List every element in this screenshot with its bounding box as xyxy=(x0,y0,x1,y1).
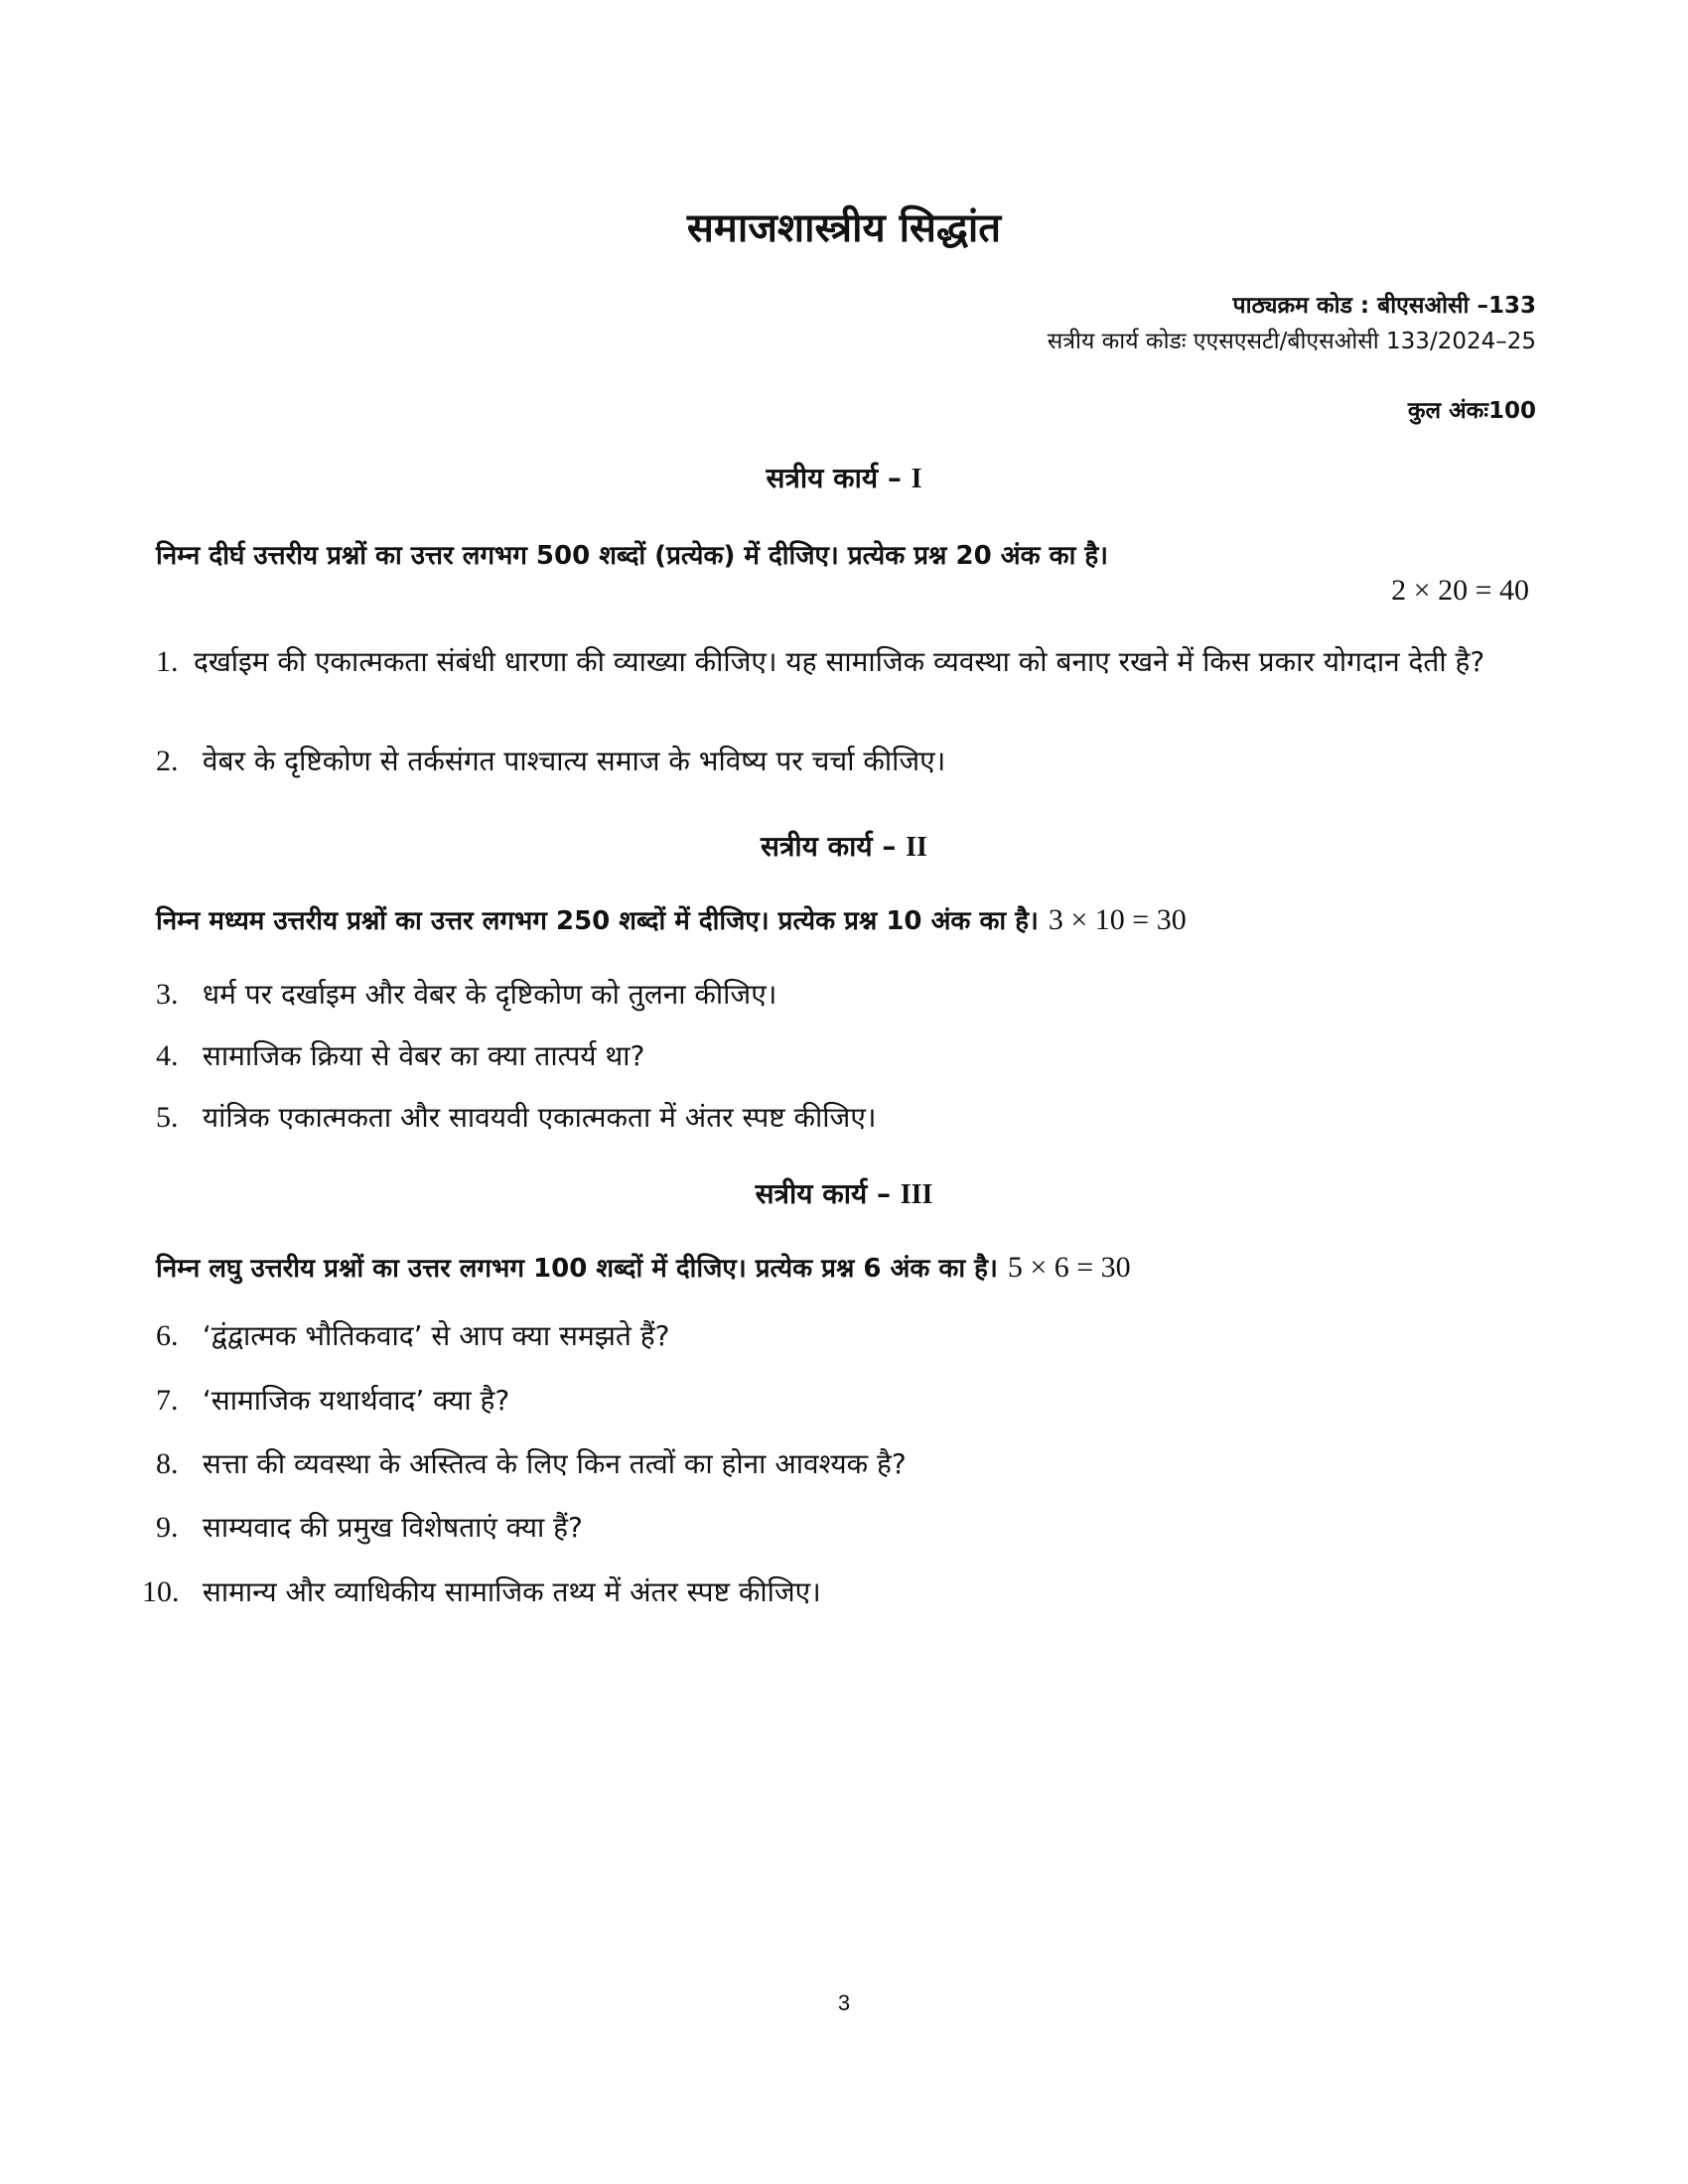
course-code: पाठ्यक्रम कोड : बीएसओसी –133 xyxy=(1232,293,1536,319)
question-text: सामाजिक क्रिया से वेबर का क्या तात्पर्य था? xyxy=(202,1039,645,1072)
question-5 xyxy=(156,1096,1546,1140)
question-text: यांत्रिक एकात्मकता और सावयवी एकात्मकता में अंतर स्पष्ट कीजिए। xyxy=(202,1101,877,1134)
question-6 xyxy=(156,1314,1546,1358)
question-number: 7. xyxy=(156,1384,179,1417)
section-heading-label: सत्रीय कार्य – xyxy=(766,462,902,494)
question-number: 8. xyxy=(156,1447,179,1480)
section-1-marks: 2 × 20 = 40 xyxy=(1391,574,1529,607)
section-roman-numeral: I xyxy=(911,464,922,494)
question-text: ‘द्वंद्वात्मक भौतिकवाद’ से आप क्या समझते हैं? xyxy=(202,1319,670,1352)
section-heading-3 xyxy=(0,1174,1688,1212)
question-1 xyxy=(156,640,1546,684)
question-number: 9. xyxy=(156,1511,179,1544)
question-text: वेबर के दृष्टिकोण से तर्कसंगत पाश्चात्य समाज के भविष्य पर चर्चा कीजिए। xyxy=(202,745,946,777)
section-roman-numeral: II xyxy=(906,832,927,863)
question-3 xyxy=(156,973,1546,1017)
section-heading-2 xyxy=(0,827,1688,865)
instruction-text: निम्न मध्यम उत्तरीय प्रश्नों का उत्तर लगभग 250 शब्दों में दीजिए। प्रत्येक प्रश्न 10 अंक का है। xyxy=(156,906,1039,936)
question-8 xyxy=(156,1442,1546,1486)
section-heading-label: सत्रीय कार्य – xyxy=(755,1177,891,1210)
section-heading-1 xyxy=(0,459,1688,496)
question-text: दर्खाइम की एकात्मकता संबंधी धारणा की व्याख्या कीजिए। यह सामाजिक व्यवस्था को बनाए रखने में किस प्रकार योगदान देती है? xyxy=(194,645,1485,678)
section-2-marks: 3 × 10 = 30 xyxy=(1048,903,1187,936)
page-number: 3 xyxy=(837,1990,851,2015)
question-number: 5. xyxy=(156,1101,179,1134)
question-9 xyxy=(156,1506,1546,1550)
question-text: साम्यवाद की प्रमुख विशेषताएं क्या हैं? xyxy=(202,1511,583,1544)
instruction-text: निम्न लघु उत्तरीय प्रश्नों का उत्तर लगभग 100 शब्दों में दीजिए। प्रत्येक प्रश्न 6 अंक का है। xyxy=(156,1254,998,1284)
question-text: सत्ता की व्यवस्था के अस्तित्व के लिए किन तत्वों का होना आवश्यक है? xyxy=(202,1447,907,1480)
page-title: समाजशास्त्रीय सिद्धांत xyxy=(686,205,1002,251)
section-roman-numeral: III xyxy=(900,1179,933,1210)
question-number: 6. xyxy=(156,1319,179,1352)
section-2-instruction xyxy=(156,901,1187,937)
question-2 xyxy=(156,740,1546,783)
section-1-instruction: निम्न दीर्घ उत्तरीय प्रश्नों का उत्तर लगभग 500 शब्दों (प्रत्येक) में दीजिए। प्रत्येक प्रश्न 20 अंक का है। xyxy=(156,541,1109,571)
assignment-code: सत्रीय कार्य कोडः एएसएसटी/बीएसओसी 133/2024–25 xyxy=(1047,329,1536,354)
section-3-instruction xyxy=(156,1249,1131,1285)
question-10 xyxy=(142,1570,1532,1614)
question-number: 10. xyxy=(142,1575,180,1608)
section-3-marks: 5 × 6 = 30 xyxy=(1007,1251,1131,1284)
question-text: सामान्य और व्याधिकीय सामाजिक तथ्य में अंतर स्पष्ट कीजिए। xyxy=(202,1575,821,1608)
question-number: 3. xyxy=(156,978,179,1011)
question-number: 1. xyxy=(156,645,179,678)
question-text: धर्म पर दर्खाइम और वेबर के दृष्टिकोण को तुलना कीजिए। xyxy=(202,978,777,1011)
question-text: ‘सामाजिक यथार्थवाद’ क्या है? xyxy=(202,1384,510,1417)
question-number: 4. xyxy=(156,1039,179,1072)
section-heading-label: सत्रीय कार्य – xyxy=(761,830,897,863)
total-marks: कुल अंकः100 xyxy=(1407,398,1536,424)
question-4 xyxy=(156,1034,1546,1078)
question-number: 2. xyxy=(156,745,179,777)
question-7 xyxy=(156,1379,1546,1423)
